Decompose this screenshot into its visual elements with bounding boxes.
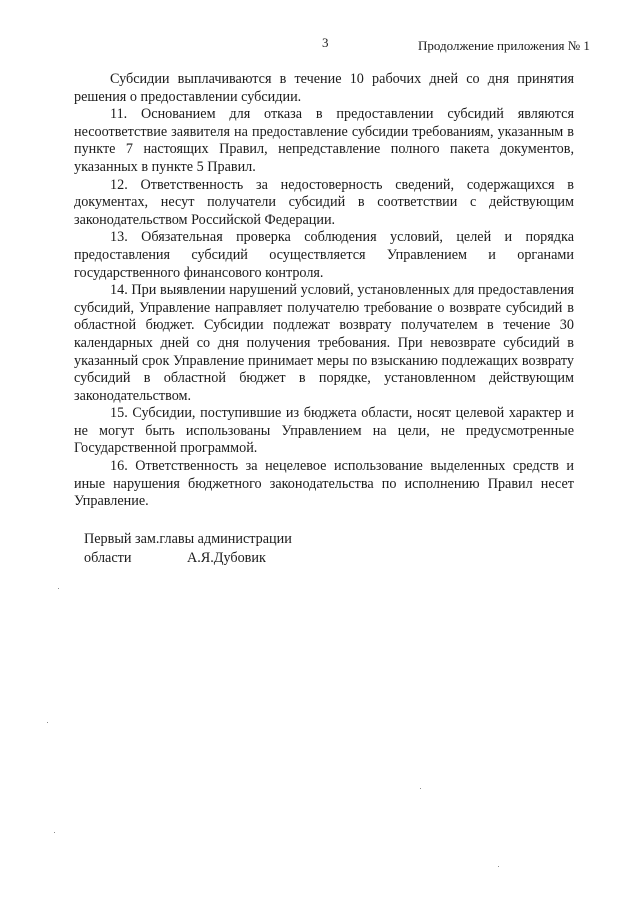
paragraph-11: 11. Основанием для отказа в предоставлении субсидий являются несоответствие заявителя на предоставление субсидии требованиям, указанным в пункте 7 настоящих Правил, непредставление полного пакета документов, указанных в пункте 5 Правил. (74, 106, 574, 175)
paragraph-14: 14. При выявлении нарушений условий, установленных для предоставления субсидий, Управление направляет получателю требование о возврате субсидий в областной бюджет. Субсидии подлежат возврату получателем в течение 30 календарных дней со дня получения требования. При невозврате субсидий в указанный срок Управление принимает меры по взысканию подлежащих возврату субсидий в областной бюджет в порядке, установленном действующим законодательством. (74, 282, 574, 404)
paragraph-13: 13. Обязательная проверка соблюдения условий, целей и порядка предоставления субсидий осуществляется Управлением и органами государственного финансового контроля. (74, 229, 574, 281)
signatory-region-line (84, 549, 292, 568)
continuation-note: Продолжение приложения № 1 (418, 38, 590, 53)
signatory-name: А.Я.Дубовик (186, 550, 266, 566)
paragraph-12: 12. Ответственность за недостоверность сведений, содержащихся в документах, несут получатели субсидий в соответствии с действующим законодательством Российской Федерации. (74, 176, 574, 228)
scan-speck (420, 788, 421, 789)
page-number: 3 (322, 35, 329, 50)
paragraph-16: 16. Ответственность за нецелевое использование выделенных средств и иные нарушения бюджетного законодательства по исполнению Правил несет Управление. (74, 458, 574, 510)
scan-speck (498, 866, 499, 867)
scan-speck (47, 722, 48, 723)
scan-speck (54, 832, 55, 833)
signatory-region: области (84, 550, 132, 566)
signature-block (84, 530, 292, 568)
scan-speck (58, 588, 59, 589)
paragraph-15: 15. Субсидии, поступившие из бюджета области, носят целевой характер и не могут быть использованы Управлением на цели, не предусмотренные Государственной программой. (74, 405, 574, 457)
document-body (74, 71, 574, 511)
signatory-position: Первый зам.главы администрации (84, 531, 292, 547)
paragraph-payment-term: Субсидии выплачиваются в течение 10 рабочих дней со дня принятия решения о предоставлении субсидии. (74, 71, 574, 105)
